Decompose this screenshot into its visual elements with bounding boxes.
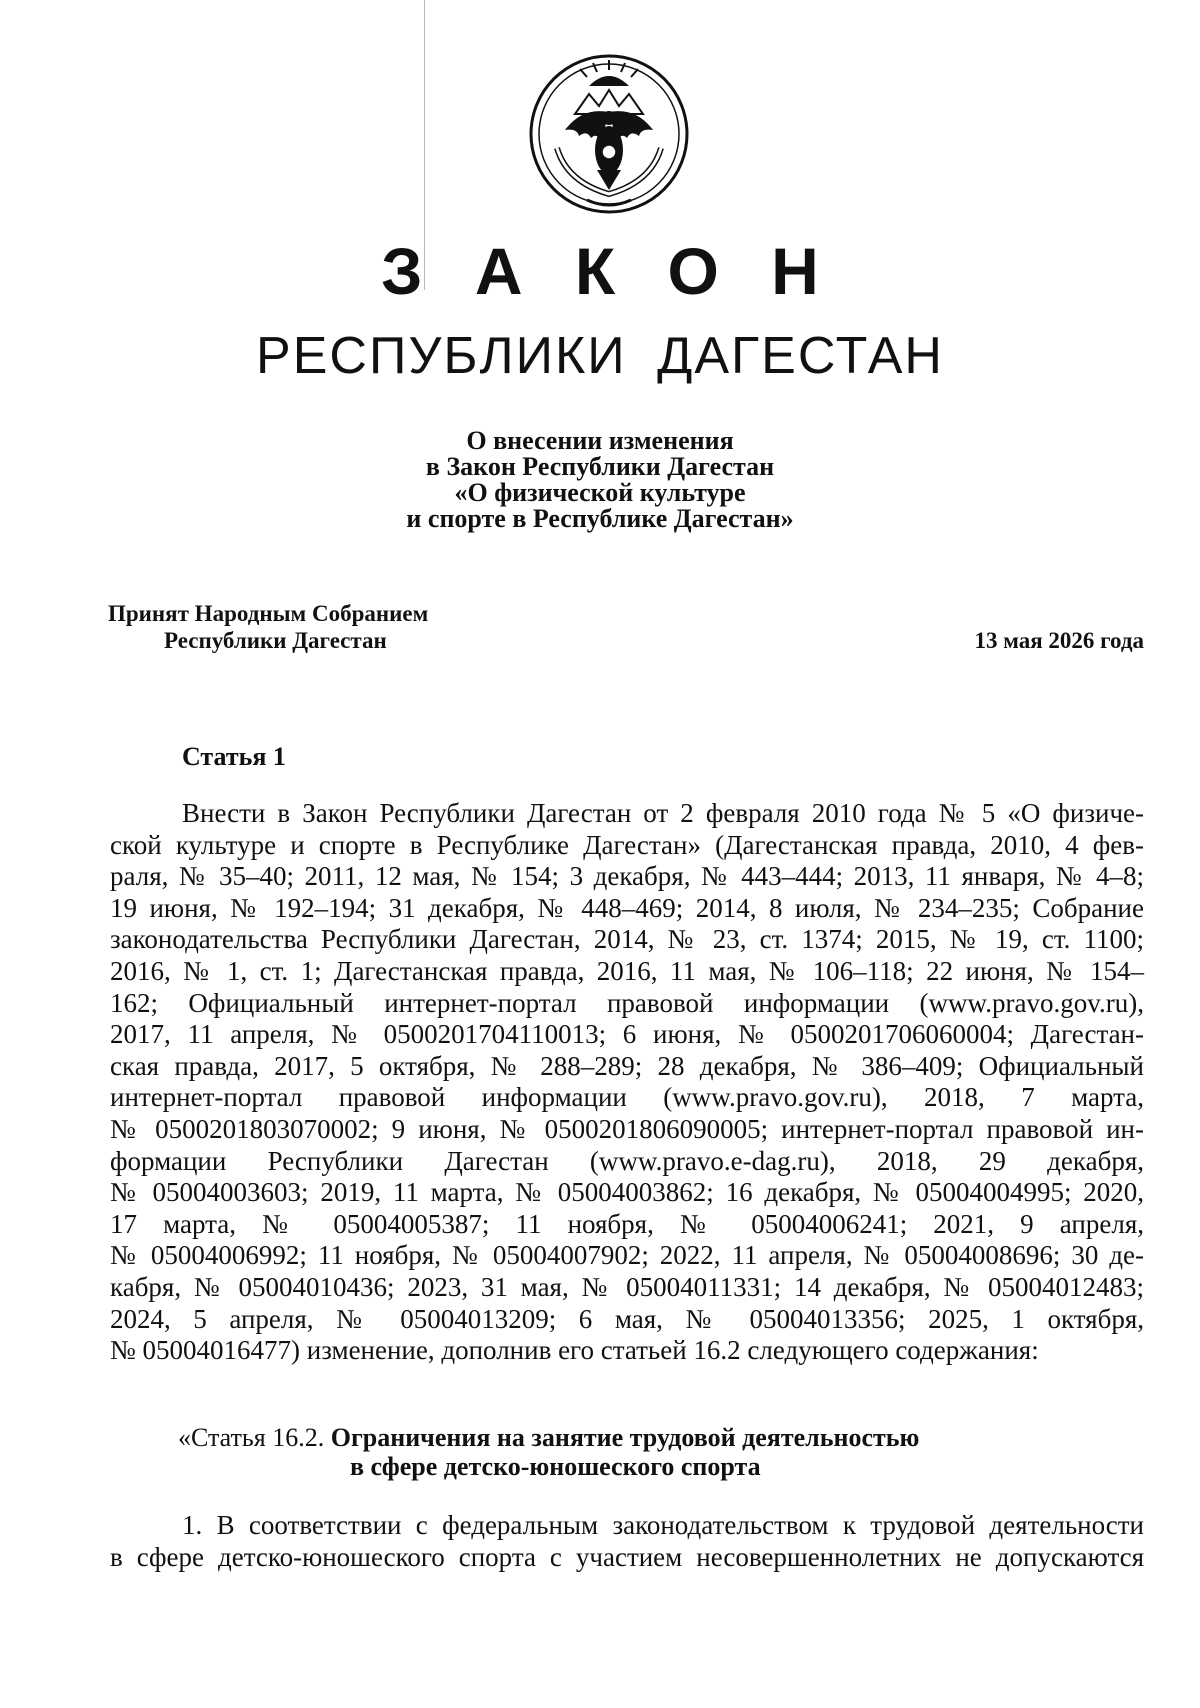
document-title: З А К О Н xyxy=(381,234,836,308)
adopted-by xyxy=(108,600,428,654)
article-body xyxy=(110,798,1144,1367)
dagestan-coat-of-arms-icon xyxy=(527,52,691,216)
adoption-date: 13 мая 2026 года xyxy=(974,628,1144,653)
article-line: ской культуре и спорте в Республике Дагестан» (Дагестанская правда, 2010, 4 фев- xyxy=(110,829,1144,860)
law-name-line: О внесении изменения xyxy=(466,426,734,455)
article-line: раля, № 35–40; 2011, 12 мая, № 154; 3 декабря, № 443–444; 2013, 11 января, № 4–8; xyxy=(110,861,1144,892)
clause-line: 1. В соответствии с федеральным законодательством к трудовой деятельности xyxy=(182,1510,1144,1540)
new-article-title: в сфере детско-юношеского спорта xyxy=(350,1452,761,1481)
article-line: 17 марта, № 05004005387; 11 ноября, № 05004006241; 2021, 9 апреля, xyxy=(110,1208,1144,1239)
article-line: законодательства Республики Дагестан, 2014, № 23, ст. 1374; 2015, № 19, ст. 1100; xyxy=(110,924,1144,955)
article-line: 2016, № 1, ст. 1; Дагестанская правда, 2016, 11 мая, № 106–118; 22 июня, № 154– xyxy=(110,955,1144,986)
law-name xyxy=(0,428,1200,532)
document-subtitle: РЕСПУБЛИКИ ДАГЕСТАН xyxy=(256,327,944,385)
adopted-by-line: Принят Народным Собранием xyxy=(108,601,429,626)
law-name-line: и спорте в Республике Дагестан» xyxy=(406,504,794,533)
article-line: ская правда, 2017, 5 октября, № 288–289; 28 декабря, № 386–409; Официальный xyxy=(110,1050,1144,1081)
article-line: интернет-портал правовой информации (www.pravo.gov.ru), 2018, 7 марта, xyxy=(110,1082,1144,1113)
article-heading: Статья 1 xyxy=(182,742,286,771)
article-line: № 05004003603; 2019, 11 марта, № 05004003862; 16 декабря, № 05004004995; 2020, xyxy=(110,1177,1144,1208)
new-article-prefix: «Статья 16.2. xyxy=(178,1423,325,1452)
new-article-heading xyxy=(178,1423,919,1481)
article-line: кабря, № 05004010436; 2023, 31 мая, № 05004011331; 14 декабря, № 05004012483; xyxy=(110,1271,1144,1302)
article-line: № 0500201803070002; 9 июня, № 0500201806090005; интернет-портал правовой ин- xyxy=(110,1113,1144,1144)
clause-line: в сфере детско-юношеского спорта с участием несовершеннолетних не допускаются xyxy=(110,1541,1144,1572)
article-line: 2024, 5 апреля, № 05004013209; 6 мая, № 05004013356; 2025, 1 октября, xyxy=(110,1303,1144,1334)
article-line: № 05004006992; 11 ноября, № 05004007902; 2022, 11 апреля, № 05004008696; 30 де- xyxy=(110,1240,1144,1271)
adopted-by-line: Республики Дагестан xyxy=(164,628,387,653)
article-line: 2017, 11 апреля, № 0500201704110013; 6 июня, № 0500201706060004; Дагестан- xyxy=(110,1019,1144,1050)
article-line: 162; Официальный интернет-портал правовой информации (www.pravo.gov.ru), xyxy=(110,987,1144,1018)
law-name-line: «О физической культуре xyxy=(454,478,746,507)
article-line: 19 июня, № 192–194; 31 декабря, № 448–469; 2014, 8 июля, № 234–235; Собрание xyxy=(110,892,1144,923)
article-line: № 05004016477) изменение, дополнив его статьей 16.2 следующего содержания: xyxy=(110,1335,1039,1366)
article-line: формации Республики Дагестан (www.pravo.e-dag.ru), 2018, 29 декабря, xyxy=(110,1145,1144,1176)
article-line: Внести в Закон Республики Дагестан от 2 февраля 2010 года № 5 «О физиче- xyxy=(182,798,1144,828)
new-article-title: Ограничения на занятие трудовой деятельностью xyxy=(330,1423,920,1452)
clause-body xyxy=(110,1510,1144,1573)
law-name-line: в Закон Республики Дагестан xyxy=(425,452,775,481)
